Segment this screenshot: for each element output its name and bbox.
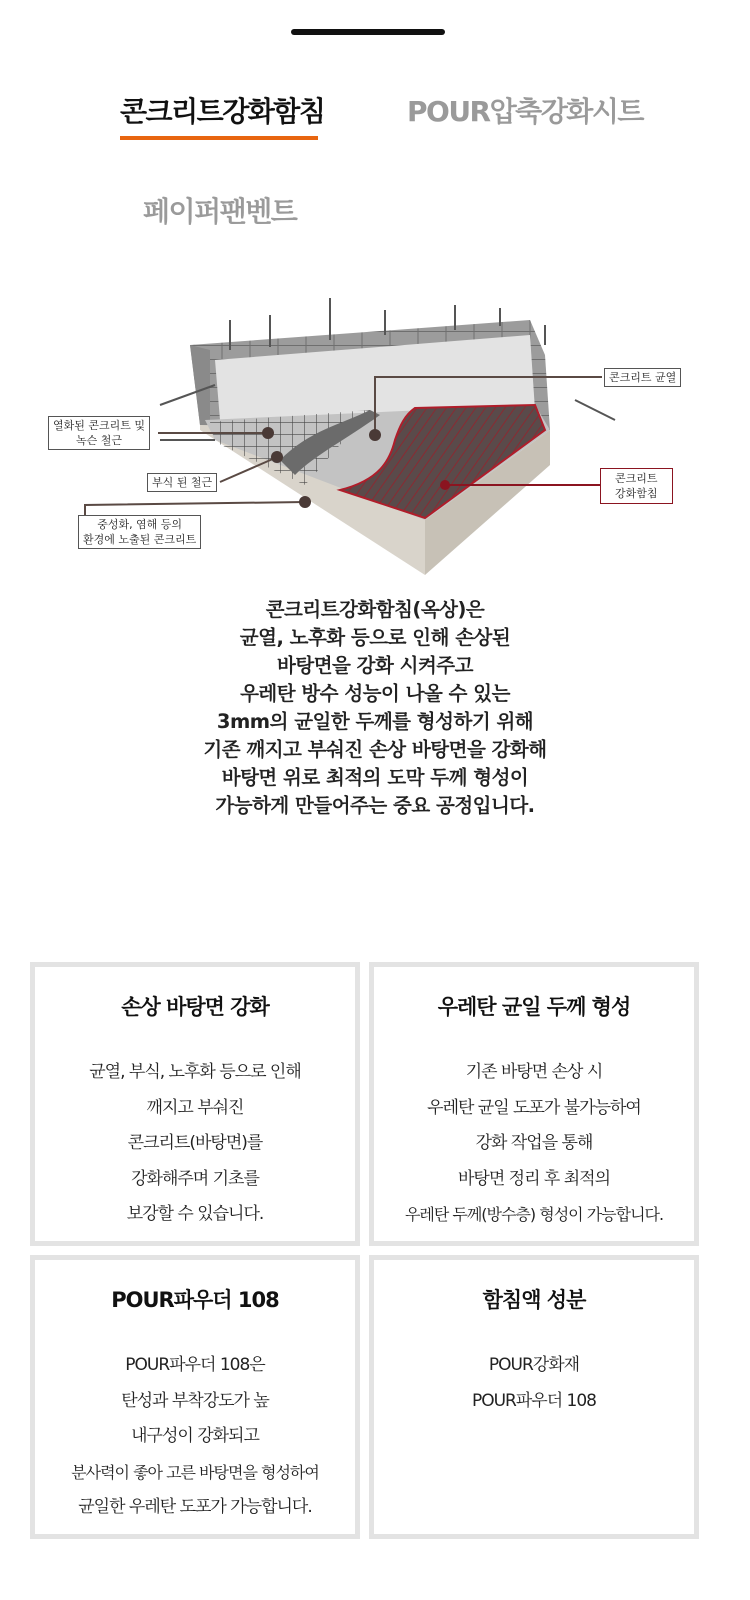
callout-degraded-line-1: 열화된 콘크리트 및 [53, 419, 146, 432]
tab-concrete-hardener[interactable]: 콘크리트강화함침 [120, 95, 325, 128]
callout-hardener-line-1: 콘크리트 [615, 472, 658, 485]
description-line: 균열, 노후화 등으로 인해 손상된 [239, 626, 511, 649]
description-line: 3mm의 균일한 두께를 형성하기 위해 [216, 710, 534, 733]
description-line: 바탕면을 강화 시켜주고 [277, 654, 473, 677]
card-line: 강화 작업을 통해 [475, 1133, 593, 1153]
callout-concrete-crack: 콘크리트 균열 [604, 368, 681, 387]
card-line: 내구성이 강화되고 [131, 1426, 259, 1446]
card-line: 강화해주며 기초를 [131, 1168, 259, 1189]
card-line: 콘크리트(바탕면)를 [127, 1133, 263, 1153]
callout-concrete-hardener [600, 468, 673, 504]
card-line: POUR파우더 108은 [125, 1355, 265, 1375]
description-line: 가능하게 만들어주는 중요 공정입니다. [215, 794, 535, 817]
description-text [0, 596, 750, 820]
card-line: 기존 바탕면 손상 시 [465, 1062, 603, 1082]
drag-handle-bar[interactable] [291, 29, 445, 35]
description-line: 우레탄 방수 성능이 나올 수 있는 [240, 682, 510, 705]
feature-card-pour-powder [30, 1255, 360, 1539]
card-line: 분사력이 좋아 고른 바탕면을 형성하여 [71, 1462, 319, 1482]
card-line: POUR파우더 108 [471, 1390, 596, 1411]
description-line: 콘크리트강화함침(옥상)은 [265, 598, 485, 621]
card-line: 깨지고 부숴진 [146, 1097, 244, 1118]
card-line: 보강할 수 있습니다. [126, 1204, 264, 1224]
callout-corroded-rebar: 부식 된 철근 [147, 473, 217, 492]
feature-card-damage-reinforce [30, 962, 360, 1246]
callout-exposed-concrete [78, 515, 201, 549]
card-line: 균열, 부식, 노후화 등으로 인해 [89, 1062, 301, 1082]
card-line: 우레탄 두께(방수층) 형성이 가능합니다. [404, 1205, 664, 1224]
card-title: 우레탄 균일 두께 형성 [437, 995, 631, 1019]
card-body [35, 1348, 355, 1526]
concrete-slab-diagram [40, 290, 710, 590]
feature-card-urethane-thickness [369, 962, 699, 1246]
feature-card-impregnation-ingredients [369, 1255, 699, 1539]
callout-exposed-line-2: 환경에 노출된 콘크리트 [83, 533, 197, 546]
card-line: POUR강화재 [488, 1355, 580, 1375]
card-line: 균일한 우레탄 도포가 가능합니다. [78, 1497, 312, 1517]
tab-pour-compression-sheet[interactable]: POUR압축강화시트 [407, 95, 643, 128]
card-body [374, 1348, 694, 1419]
card-title: 함침액 성분 [482, 1288, 586, 1312]
card-line: 탄성과 부착강도가 높 [121, 1390, 269, 1411]
callout-degraded-concrete [48, 416, 150, 450]
callout-exposed-line-1: 중성화, 염해 등의 [97, 518, 183, 531]
callout-degraded-line-2: 녹슨 철근 [76, 434, 123, 447]
card-title: 손상 바탕면 강화 [121, 995, 269, 1019]
card-title: POUR파우더 108 [111, 1288, 279, 1312]
card-body [35, 1055, 355, 1233]
description-line: 기존 깨지고 부숴진 손상 바탕면을 강화해 [203, 738, 547, 761]
tab-paper-pan-vent[interactable]: 페이퍼팬벤트 [143, 195, 297, 228]
active-tab-underline [120, 136, 318, 140]
card-line: 우레탄 균일 도포가 불가능하여 [427, 1097, 641, 1118]
callout-hardener-line-2: 강화함침 [615, 487, 658, 500]
card-body [374, 1055, 694, 1233]
description-line: 바탕면 위로 최적의 도막 두께 형성이 [221, 766, 529, 789]
card-line: 바탕면 정리 후 최적의 [457, 1168, 610, 1189]
